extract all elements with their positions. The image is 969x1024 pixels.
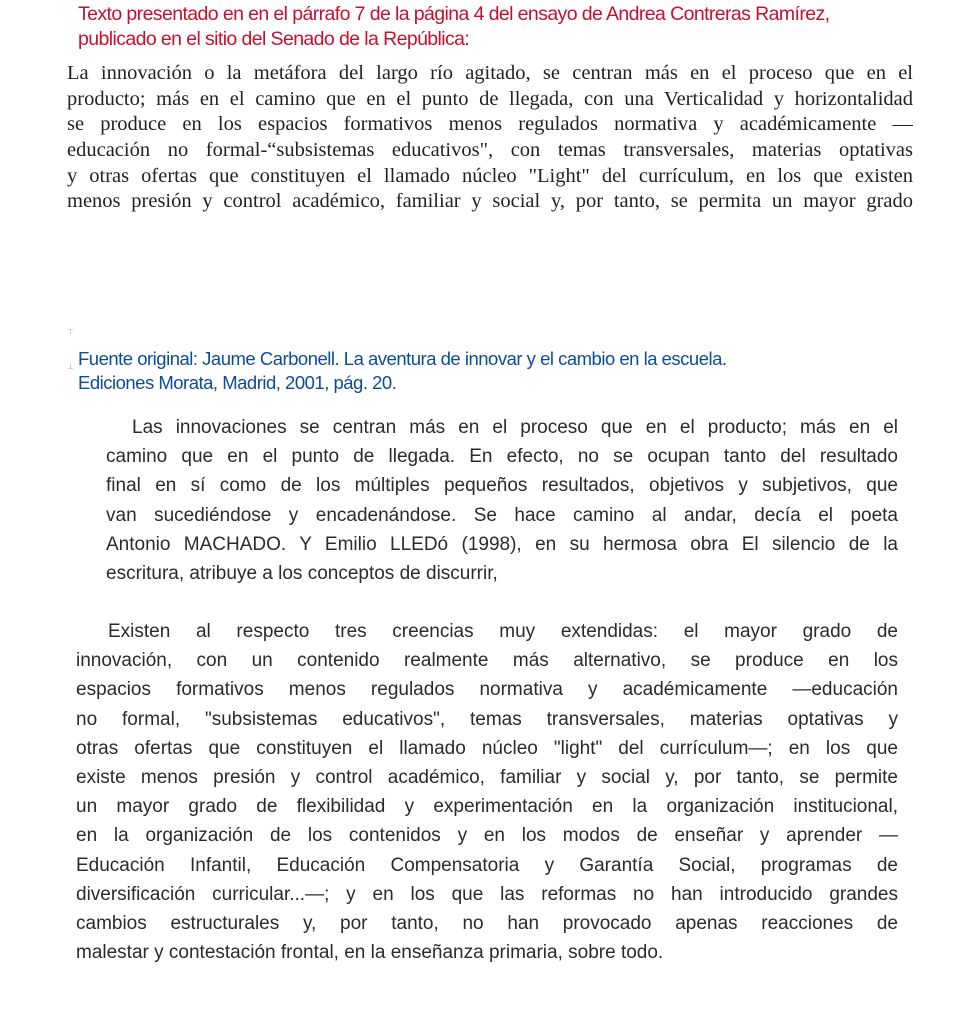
paragraph-line: camino que en el punto de llegada. En efecto, no se ocupan tanto del resultado bbox=[106, 446, 898, 468]
paragraph-line: innovación, con un contenido realmente más alternativo, se produce en los bbox=[76, 650, 898, 672]
source-heading bbox=[78, 347, 898, 395]
original-paragraph-1 bbox=[106, 413, 898, 588]
source-heading-line: Ediciones Morata, Madrid, 2001, pág. 20. bbox=[78, 372, 397, 393]
text-cursor-icon bbox=[67, 328, 73, 370]
paragraph-line: otras ofertas que constituyen el llamado núcleo "light" del currículum—; en los que bbox=[76, 737, 898, 759]
paragraph-line: Educación Infantil, Educación Compensatoria y Garantía Social, programas de bbox=[76, 854, 898, 876]
excerpt-line: menos presión y control académico, familiar y social y, por tanto, se permita un mayor grado bbox=[67, 190, 913, 213]
cursor-top-icon: ⊤ bbox=[67, 328, 74, 337]
excerpt-line: producto; más en el camino que en el punto de llegada, con una Verticalidad y horizontalidad bbox=[67, 87, 913, 110]
intro-heading-line: Texto presentado en en el párrafo 7 de la página 4 del ensayo de Andrea Contreras Ramírez, bbox=[78, 3, 830, 25]
paragraph-line: escritura, atribuye a los conceptos de discurrir, bbox=[106, 562, 498, 584]
paragraph-line: existe menos presión y control académico, familiar y social y, por tanto, se permite bbox=[76, 766, 898, 788]
paragraph-line: Existen al respecto tres creencias muy extendidas: el mayor grado de bbox=[108, 621, 898, 642]
intro-heading-line: publicado en el sitio del Senado de la República: bbox=[78, 28, 470, 50]
paragraph-line: final en sí como de los múltiples pequeños resultados, objetivos y subjetivos, que bbox=[106, 475, 898, 497]
paragraph-line: diversificación curricular...—; y en los que las reformas no han introducido grandes bbox=[76, 883, 898, 905]
excerpt-line: se produce en los espacios formativos menos regulados normativa y académicamente — bbox=[67, 113, 913, 136]
paragraph-line: no formal, "subsistemas educativos", temas transversales, materias optativas y bbox=[76, 708, 898, 730]
excerpt-line: y otras ofertas que constituyen el llamado núcleo "Light" del currículum, en los que existen bbox=[67, 164, 913, 187]
intro-heading bbox=[78, 2, 938, 52]
original-paragraph-2 bbox=[76, 617, 898, 967]
paragraph-line: un mayor grado de flexibilidad y experimentación en la organización institucional, bbox=[76, 796, 898, 818]
excerpt-line: educación no formal-“subsistemas educativos", con temas transversales, materias optativas bbox=[67, 139, 913, 162]
paragraph-line: van sucediéndose y encadenándose. Se hace camino al andar, decía el poeta bbox=[106, 504, 898, 526]
cursor-bottom-icon: ⊥ bbox=[67, 362, 74, 371]
paragraph-line: cambios estructurales y, por tanto, no han provocado apenas reacciones de bbox=[76, 912, 898, 934]
excerpt-line: La innovación o la metáfora del largo río agitado, se centran más en el proceso que en el bbox=[67, 62, 913, 84]
paragraph-line: Las innovaciones se centran más en el proceso que en el producto; más en el bbox=[132, 417, 898, 438]
paragraph-line: malestar y contestación frontal, en la enseñanza primaria, sobre todo. bbox=[76, 942, 664, 964]
paragraph-line: en la organización de los contenidos y en los modos de enseñar y aprender — bbox=[76, 825, 898, 847]
source-heading-line: Fuente original: Jaume Carbonell. La aventura de innovar y el cambio en la escuela. bbox=[78, 348, 727, 369]
paragraph-line: Antonio MACHADO. Y Emilio LLEDó (1998), en su hermosa obra El silencio de la bbox=[106, 533, 898, 555]
senado-excerpt-image bbox=[67, 61, 913, 216]
paragraph-line: espacios formativos menos regulados normativa y académicamente —educación bbox=[76, 679, 898, 701]
